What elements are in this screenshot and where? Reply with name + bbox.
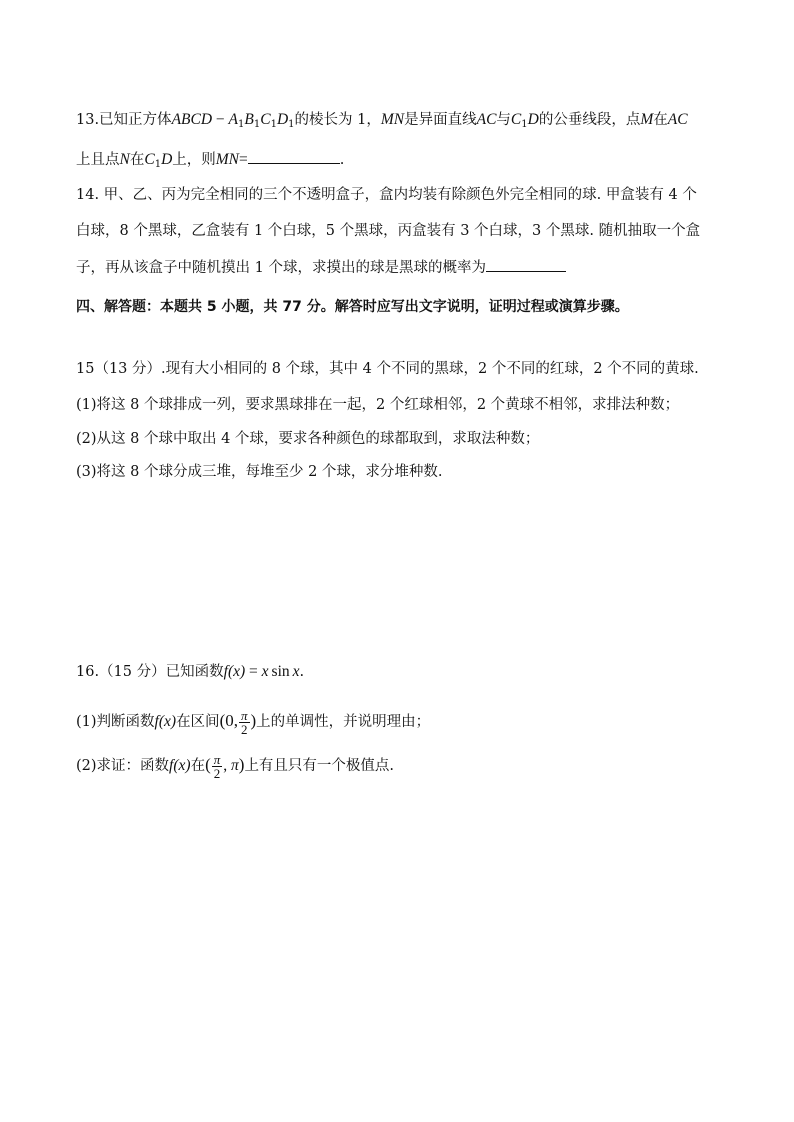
pi-over-two-fraction: $\frac{\pi}{2}$	[240, 707, 248, 737]
section-4-title: 四、解答题：本题共 5 小题，共 77 分。解答时应写出文字说明，证明过程或演算步骤。	[76, 299, 629, 315]
q16-part-1: (1)判断函数f(x)在区间(0, $\frac{\pi}{2}$ )上的单调性，并说明理由；	[76, 707, 431, 737]
q16-part-2: (2)求证：函数f(x)在( $\frac{\pi}{2}$ , π)上有且只有一个极值点.	[76, 751, 395, 781]
q16-stem: 16.（15 分）已知函数f(x) = x sin x.	[76, 663, 305, 680]
q15-part-2: (2)从这 8 个球中取出 4 个球，要求各种颜色的球都取到，求取法种数；	[76, 431, 540, 447]
q13-line-1: 13.已知正方体ABCD − $A_1B_1C_1D_1$的棱长为 1，MN是异面直线AC与$C_1D$的公垂线段，点M在AC	[76, 111, 688, 130]
q14-answer-blank[interactable]	[486, 257, 566, 272]
pi-over-two-fraction-2: $\frac{\pi}{2}$	[213, 751, 221, 781]
q14-line-3: 子，再从该盒子中随机摸出 1 个球，求摸出的球是黑球的概率为	[76, 257, 566, 278]
q15-part-1: (1)将这 8 个球排成一列，要求黑球排在一起，2 个红球相邻，2 个黄球不相邻，求排法种数；	[76, 397, 680, 413]
q13-answer-blank[interactable]	[248, 149, 340, 164]
q13-line-2: 上且点N在$C_1D$上，则MN= .	[76, 151, 345, 170]
q14-line-1: 14. 甲、乙、丙为完全相同的三个不透明盒子，盒内均装有除颜色外完全相同的球. 甲盒装有 4 个	[76, 187, 697, 203]
q15-stem: 15（13 分）.现有大小相同的 8 个球，其中 4 个不同的黑球，2 个不同的红球，2 个不同的黄球.	[76, 361, 699, 377]
q14-line-2: 白球，8 个黑球，乙盒装有 1 个白球，5 个黑球，丙盒装有 3 个白球，3 个黑球. 随机抽取一个盒	[76, 223, 701, 239]
q15-part-3: (3)将这 8 个球分成三堆，每堆至少 2 个球，求分堆种数.	[76, 464, 443, 480]
